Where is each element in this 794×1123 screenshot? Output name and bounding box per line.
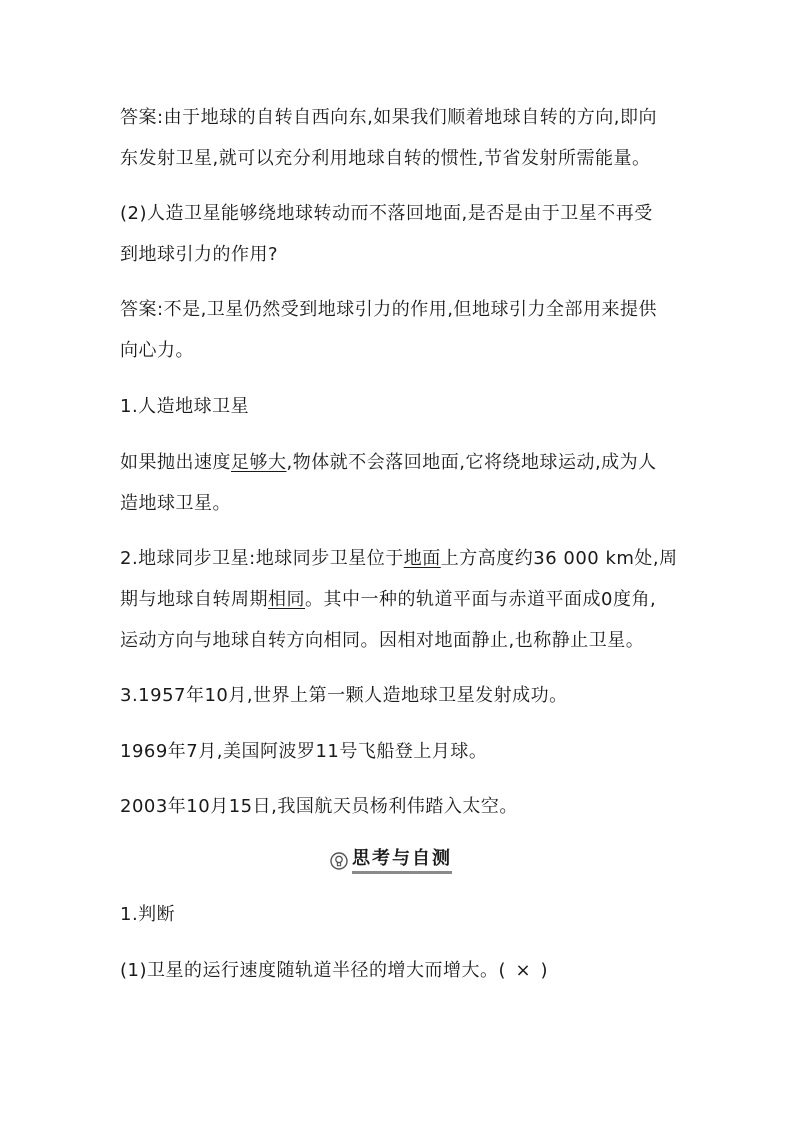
answer-1-line-2: 东发射卫星,就可以充分利用地球自转的惯性,节省发射所需能量。 bbox=[120, 148, 651, 169]
section-3-line-1: 3.1957年10月,世界上第一颗人造地球卫星发射成功。 bbox=[120, 685, 568, 706]
section-1-line-2: 造地球卫星。 bbox=[120, 493, 231, 514]
section-heading-text: 思考与自测 bbox=[352, 848, 452, 874]
quiz-answer-mark: × bbox=[515, 960, 532, 981]
section-1-text-b: ,物体就不会落回地面,它将绕地球运动,成为人 bbox=[286, 452, 657, 473]
answer-2-line-1: 答案:不是,卫星仍然受到地球引力的作用,但地球引力全部用来提供 bbox=[120, 299, 658, 320]
lightbulb-icon bbox=[330, 852, 348, 870]
section-2-text-c: 期与地球自转周期 bbox=[120, 589, 268, 610]
section-2-line-3: 运动方向与地球自转方向相同。因相对地面静止,也称静止卫星。 bbox=[120, 630, 645, 651]
section-2-underlined-2: 相同 bbox=[268, 589, 305, 610]
section-1-underlined: 足够大 bbox=[231, 452, 287, 473]
section-2-text-d: 。其中一种的轨道平面与赤道平面成0度角, bbox=[305, 589, 657, 610]
question-2-line-1: (2)人造卫星能够绕地球转动而不落回地面,是否是由于卫星不再受 bbox=[120, 203, 653, 224]
quiz-question-1 bbox=[120, 960, 548, 982]
quiz-question-1-close: ) bbox=[540, 960, 549, 981]
section-1-line-1 bbox=[120, 452, 657, 474]
section-2-text-a: 2.地球同步卫星:地球同步卫星位于 bbox=[120, 548, 404, 569]
question-2-line-2: 到地球引力的作用? bbox=[120, 244, 279, 265]
section-3-line-2: 1969年7月,美国阿波罗11号飞船登上月球。 bbox=[120, 741, 488, 762]
answer-1-line-1: 答案:由于地球的自转自西向东,如果我们顺着地球自转的方向,即向 bbox=[120, 107, 658, 128]
section-2-line-1 bbox=[120, 548, 678, 570]
answer-2-line-2: 向心力。 bbox=[120, 340, 194, 361]
quiz-title: 1.判断 bbox=[120, 904, 176, 925]
section-1-text-a: 如果抛出速度 bbox=[120, 452, 231, 473]
section-2-line-2 bbox=[120, 589, 656, 611]
section-2-text-b: 上方高度约36 000 km处,周 bbox=[440, 548, 678, 569]
section-2-underlined-1: 地面 bbox=[403, 548, 441, 569]
section-heading bbox=[330, 848, 452, 874]
section-3-line-3: 2003年10月15日,我国航天员杨利伟踏入太空。 bbox=[120, 796, 518, 817]
section-1-title: 1.人造地球卫星 bbox=[120, 396, 250, 417]
quiz-question-1-text: (1)卫星的运行速度随轨道半径的增大而增大。( bbox=[120, 960, 507, 981]
